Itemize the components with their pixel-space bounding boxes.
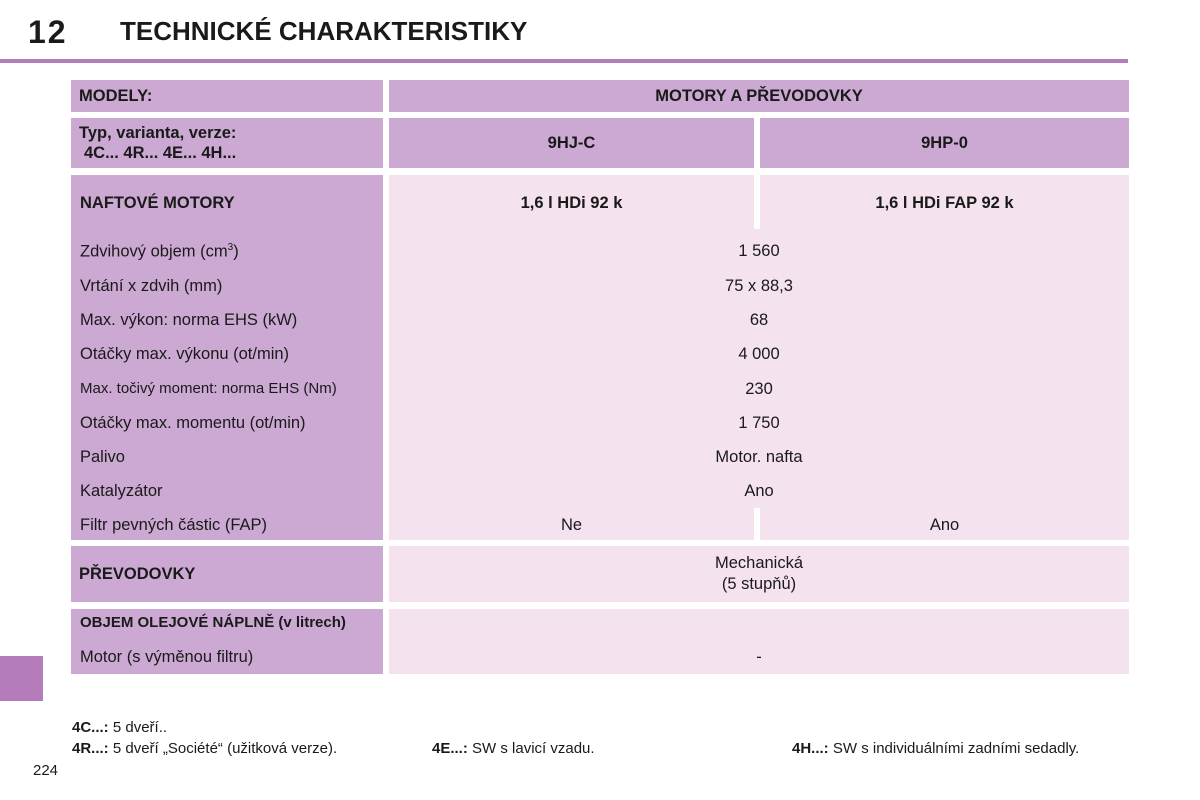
spec-value-torque-rpm: 1 750 bbox=[738, 414, 780, 432]
spec-label-catalyst: Katalyzátor bbox=[80, 482, 163, 500]
spec-value-displacement: 1 560 bbox=[738, 242, 780, 260]
models-label: MODELY: bbox=[71, 80, 383, 112]
spec-value-max-torque: 230 bbox=[745, 380, 773, 398]
spec-value-fuel: Motor. nafta bbox=[715, 448, 803, 466]
oil-row-label: Motor (s výměnou filtru) bbox=[80, 648, 254, 666]
spec-value-fap-col2: Ano bbox=[929, 516, 960, 534]
chapter-number: 12 bbox=[28, 14, 68, 50]
oil-row-value: - bbox=[756, 648, 762, 666]
spec-label-fap: Filtr pevných částic (FAP) bbox=[80, 516, 268, 534]
spec-label-max-power: Max. výkon: norma EHS (kW) bbox=[80, 311, 298, 329]
spec-value-power-rpm: 4 000 bbox=[738, 345, 780, 363]
col2-code: 9HP-0 bbox=[760, 118, 1129, 168]
spec-label-power-rpm: Otáčky max. výkonu (ot/min) bbox=[80, 345, 290, 363]
gearbox-label: PŘEVODOVKY bbox=[71, 546, 383, 602]
page-title: TECHNICKÉ CHARAKTERISTIKY bbox=[120, 16, 528, 46]
oil-capacity-label: OBJEM OLEJOVÉ NÁPLNĚ (v litrech) bbox=[80, 614, 346, 631]
spec-label-bore-stroke: Vrtání x zdvih (mm) bbox=[80, 277, 223, 295]
gearbox-value-line2: (5 stupňů) bbox=[721, 575, 797, 593]
type-label bbox=[71, 118, 383, 168]
spec-label-max-torque: Max. točivý moment: norma EHS (Nm) bbox=[80, 380, 337, 397]
col1-engine: 1,6 l HDi 92 k bbox=[520, 194, 623, 212]
col1-code: 9HJ-C bbox=[389, 118, 754, 168]
spec-label-displacement: Zdvihový objem $(cm^3)$ bbox=[80, 242, 239, 261]
col2-engine: 1,6 l HDi FAP 92 k bbox=[875, 194, 1014, 212]
footnote-4c: 4C...: 5 dveří.. bbox=[72, 719, 168, 736]
spec-value-catalyst: Ano bbox=[744, 482, 774, 500]
gearbox-value-line1: Mechanická bbox=[714, 554, 804, 572]
footnote-4e: 4E...: SW s lavicí vzadu. bbox=[432, 740, 595, 757]
title-divider bbox=[0, 59, 1128, 63]
engines-gearboxes-label: MOTORY A PŘEVODOVKY bbox=[389, 80, 1129, 112]
footnote-4r: 4R...: 5 dveří „Société“ (užitková verze). bbox=[72, 740, 338, 757]
spec-value-fap-col1: Ne bbox=[560, 516, 583, 534]
page-number: 224 bbox=[33, 762, 59, 779]
spec-value-bore-stroke: 75 x 88,3 bbox=[725, 277, 793, 295]
spec-label-fuel: Palivo bbox=[80, 448, 125, 466]
spec-value-max-power: 68 bbox=[749, 311, 769, 329]
diesel-engines-label: NAFTOVÉ MOTORY bbox=[80, 194, 235, 212]
gearbox-value bbox=[389, 546, 1129, 602]
spec-label-torque-rpm: Otáčky max. momentu (ot/min) bbox=[80, 414, 306, 432]
type-label-line1: Typ, varianta, verze: bbox=[79, 124, 237, 142]
type-label-line2: 4C... 4R... 4E... 4H... bbox=[84, 144, 237, 162]
chapter-side-tab bbox=[0, 656, 43, 701]
footnote-4h: 4H...: SW s individuálními zadními sedadly. bbox=[792, 740, 1080, 757]
